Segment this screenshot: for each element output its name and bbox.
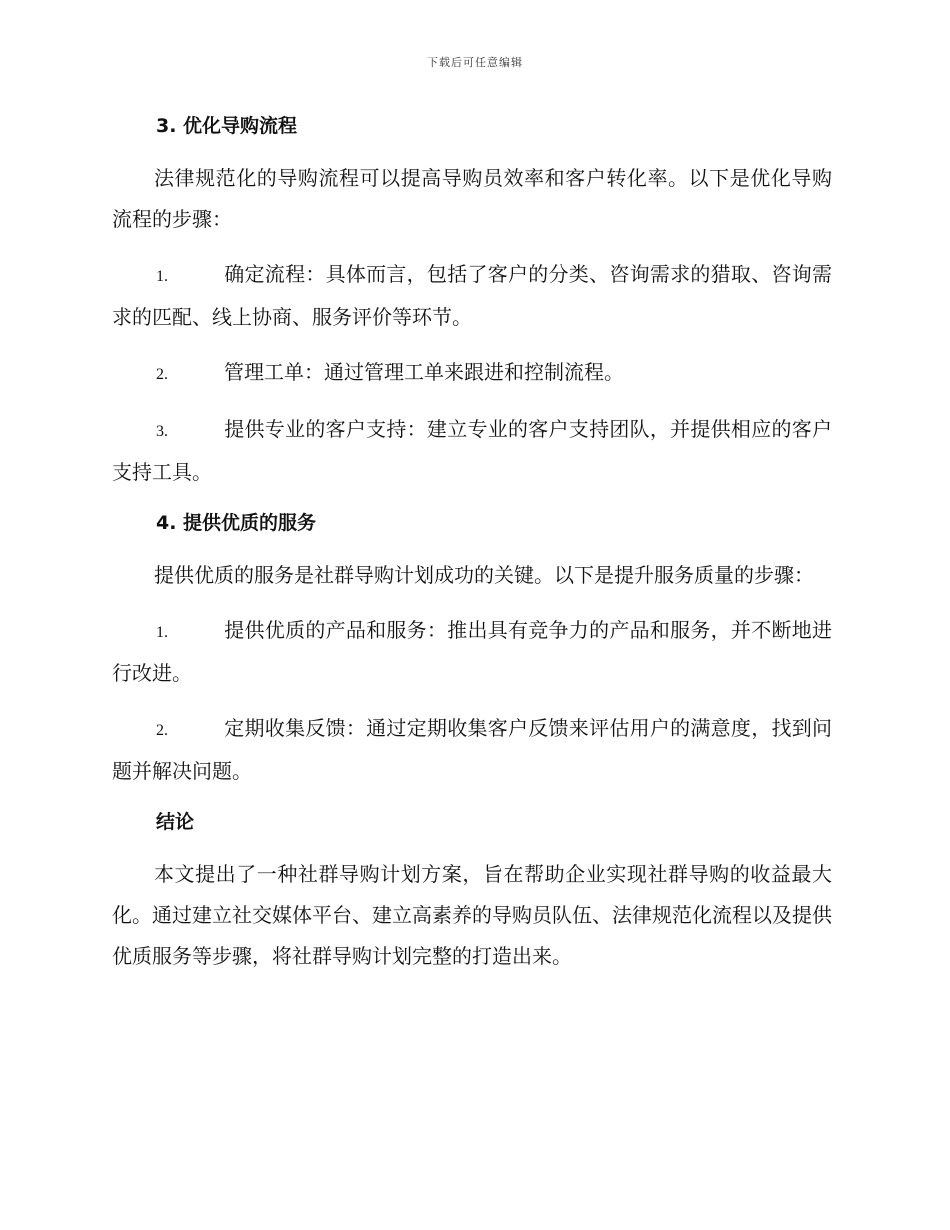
conclusion-paragraph: 本文提出了一种社群导购计划方案，旨在帮助企业实现社群导购的收益最大化。通过建立社交媒体平台、建立高素养的导购员队伍、法律规范化流程以及提供优质服务等步骤，将社群导购计划完整的打造出来。 <box>112 862 832 968</box>
list-item-text: 管理工单：通过管理工单来跟进和控制流程。 <box>224 360 624 384</box>
list-item-number: 1. <box>156 268 168 285</box>
list-item <box>112 409 832 493</box>
section-title-conclusion: 结论 <box>156 811 195 833</box>
list-item-number: 1. <box>156 624 168 641</box>
list-item-text: 确定流程：具体而言，包括了客户的分类、咨询需求的猎取、咨询需求的匹配、线上协商、服务评价等环节。 <box>112 262 832 329</box>
section-intro-quality-service: 提供优质的服务是社群导购计划成功的关键。以下是提升服务质量的步骤： <box>154 563 814 587</box>
page-header: 下载后可任意编辑 <box>427 56 523 69</box>
list-item-number: 2. <box>156 722 168 739</box>
section-title-optimize-process: 3. 优化导购流程 <box>156 115 298 137</box>
list-item <box>112 352 832 395</box>
list-item <box>112 610 832 694</box>
list-item <box>112 254 832 338</box>
section-intro-optimize-process: 法律规范化的导购流程可以提高导购员效率和客户转化率。以下是优化导购流程的步骤： <box>112 166 832 231</box>
document-body <box>112 110 832 991</box>
list-item-number: 2. <box>156 366 168 383</box>
list-item-text: 定期收集反馈：通过定期收集客户反馈来评估用户的满意度，找到问题并解决问题。 <box>112 716 832 783</box>
list-item-text: 提供优质的产品和服务：推出具有竞争力的产品和服务，并不断地进行改进。 <box>112 618 832 685</box>
section-title-quality-service: 4. 提供优质的服务 <box>156 512 317 534</box>
list-item-number: 3. <box>156 423 168 440</box>
list-item-text: 提供专业的客户支持：建立专业的客户支持团队，并提供相应的客户支持工具。 <box>112 417 832 484</box>
list-item <box>112 708 832 792</box>
